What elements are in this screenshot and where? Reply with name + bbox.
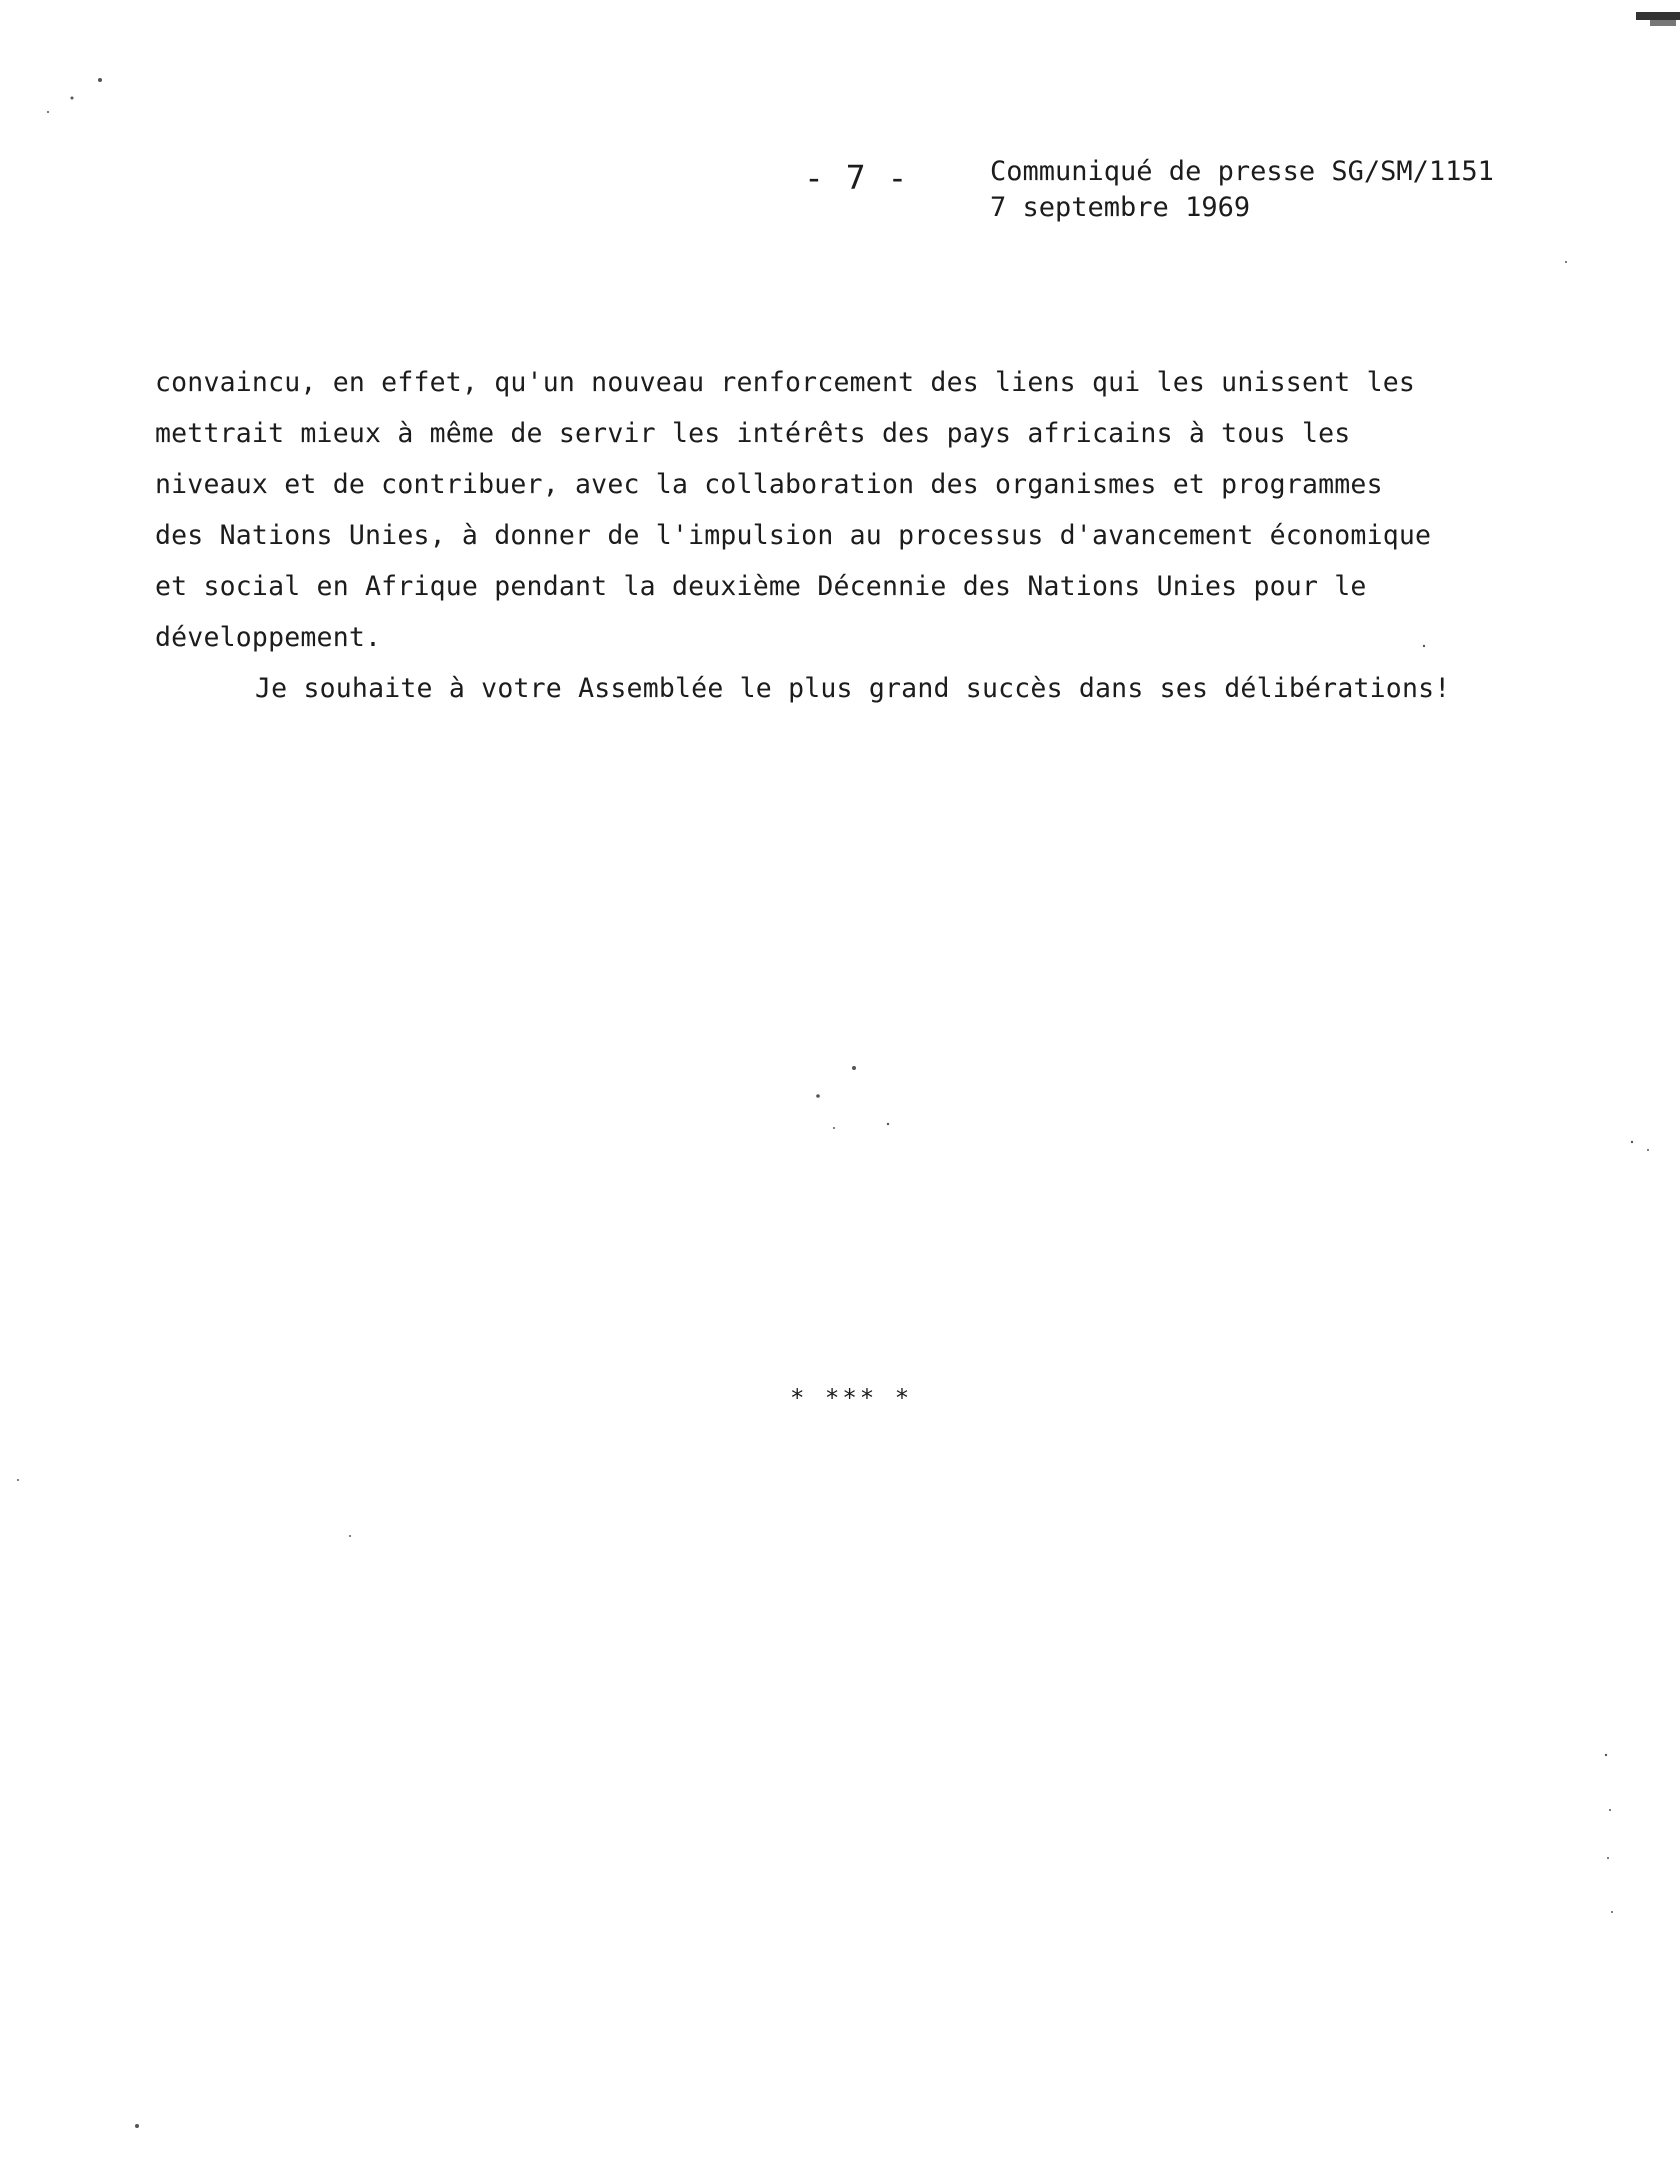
body-text xyxy=(155,357,1535,714)
body-line: niveaux et de contribuer, avec la collaboration des organismes et programmes xyxy=(155,469,1383,500)
body-line: développement. xyxy=(155,622,382,653)
closing-sentence: Je souhaite à votre Assemblée le plus grand succès dans ses délibérations! xyxy=(255,673,1451,704)
document-date: 7 septembre 1969 xyxy=(990,192,1251,223)
body-line: convaincu, en effet, qu'un nouveau renforcement des liens qui les unissent les xyxy=(155,367,1416,398)
press-release-reference: Communiqué de presse SG/SM/1151 xyxy=(990,156,1494,187)
body-line: mettrait mieux à même de servir les intérêts des pays africains à tous les xyxy=(155,418,1351,449)
body-line: et social en Afrique pendant la deuxième Décennie des Nations Unies pour le xyxy=(155,571,1367,602)
page-number: - 7 - xyxy=(804,158,909,197)
document-reference-block xyxy=(990,154,1494,226)
body-line: des Nations Unies, à donner de l'impulsion au processus d'avancement économique xyxy=(155,520,1432,551)
end-of-document-mark: * *** * xyxy=(790,1384,913,1412)
